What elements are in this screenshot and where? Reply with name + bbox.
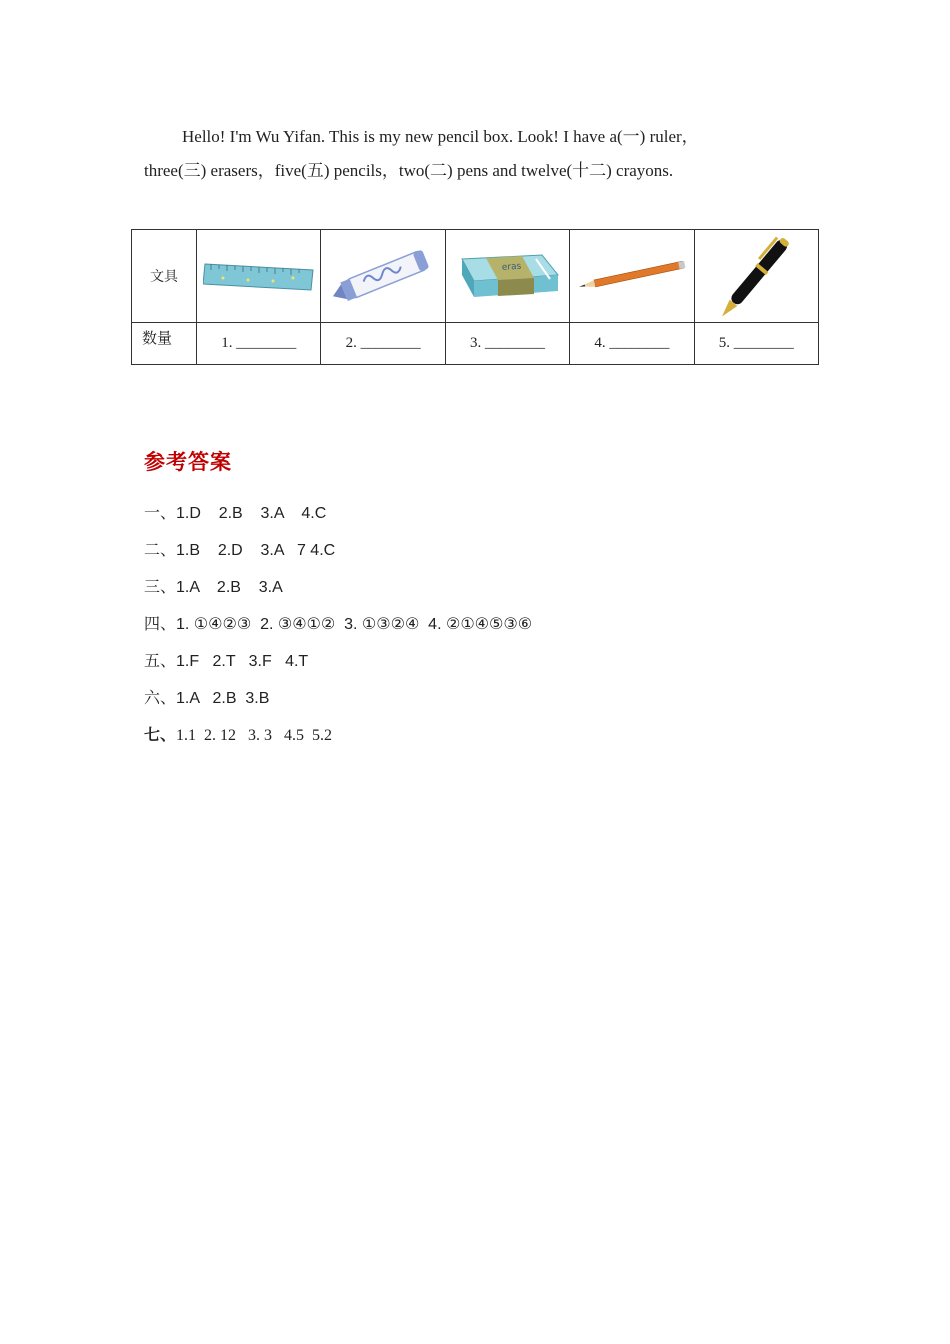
cell-eraser [445, 230, 569, 323]
row-label-stationery: 文具 [132, 230, 197, 323]
eraser-icon [452, 245, 562, 307]
answer-line-7 [144, 722, 332, 745]
answer-number: 七、 [144, 725, 177, 744]
blank-4[interactable]: 4. ________ [570, 323, 694, 365]
answer-number: 六、 [144, 688, 177, 707]
crayon-icon [329, 244, 437, 308]
answer-number: 二、 [144, 540, 177, 559]
answer-line-5 [144, 648, 308, 671]
answer-line-2 [144, 537, 335, 560]
pen-icon [701, 236, 811, 316]
answer-value: 1. ①④②③ 2. ③④①② 3. ①③②④ 4. ②①④⑤③⑥ [176, 616, 533, 633]
answer-number: 五、 [144, 651, 177, 670]
blank-5[interactable]: 5. ________ [694, 323, 818, 365]
answer-value: 1.A 2.B 3.B [176, 690, 270, 707]
answer-number: 一、 [144, 503, 177, 522]
svg-text:eras: eras [501, 261, 523, 273]
passage-line-2: three(三) erasers，five(五) pencils，two(二) pens and twelve(十二) crayons. [144, 161, 674, 180]
ruler-icon [203, 256, 315, 296]
table-row-stationery [132, 230, 819, 323]
answer-line-6 [144, 685, 269, 708]
blank-2[interactable]: 2. ________ [321, 323, 445, 365]
answer-value: 1.F 2.T 3.F 4.T [176, 653, 309, 670]
stationery-table [131, 229, 819, 365]
pencil-icon [576, 256, 688, 296]
cell-pencil [570, 230, 694, 323]
row-label-quantity: 数量 [132, 323, 197, 365]
blank-1[interactable]: 1. ________ [197, 323, 321, 365]
answer-value: 1.1 2. 12 3. 3 4.5 5.2 [176, 727, 333, 744]
cell-ruler [197, 230, 321, 323]
answer-value: 1.D 2.B 3.A 4.C [176, 505, 327, 522]
reading-passage [144, 120, 796, 188]
answer-line-3 [144, 574, 283, 597]
answer-value: 1.B 2.D 3.A 7 4.C [176, 542, 336, 559]
passage-line-1: Hello! I'm Wu Yifan. This is my new pencil box. Look! I have a(一) ruler， [182, 127, 699, 146]
answers-title: 参考答案 [144, 450, 232, 474]
cell-crayon [321, 230, 445, 323]
answer-value: 1.A 2.B 3.A [176, 579, 283, 596]
answer-line-1 [144, 500, 326, 523]
answer-number: 四、 [144, 614, 177, 633]
answer-number: 三、 [144, 577, 177, 596]
cell-pen [694, 230, 818, 323]
table-row-quantity [132, 323, 819, 365]
answer-line-4 [144, 611, 532, 634]
blank-3[interactable]: 3. ________ [445, 323, 569, 365]
